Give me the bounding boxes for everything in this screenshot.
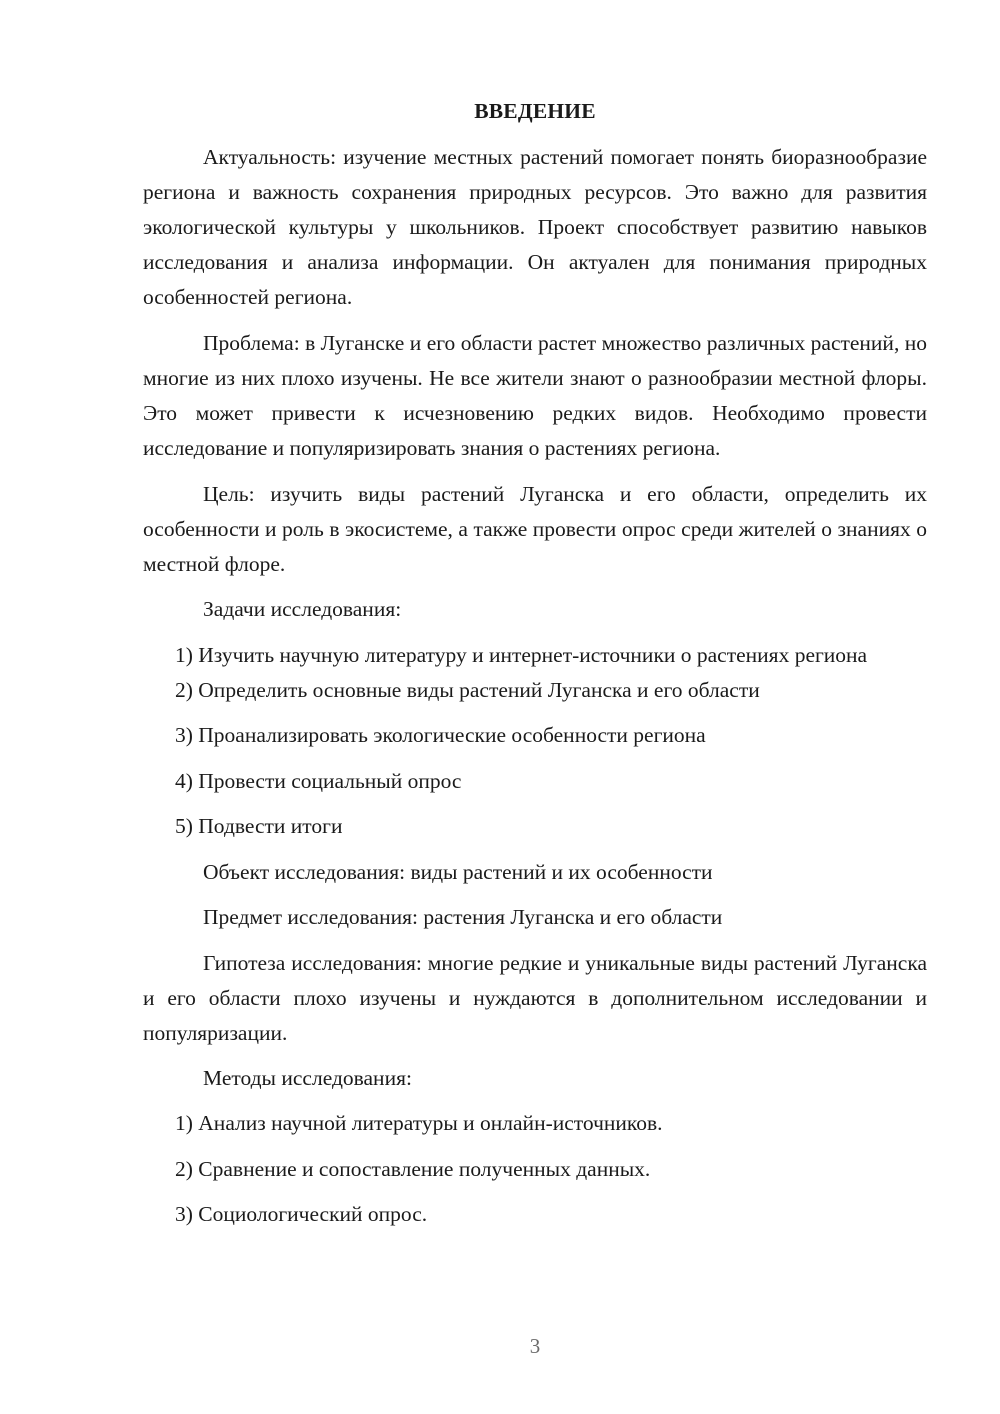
relevance-paragraph: Актуальность: изучение местных растений помогает понять биоразнообразие региона и важность сохранения природных ресурсов. Это важно для развития экологической культуры у школьников. Проект способствует развитию навыков исследования и анализа информации. Он актуален для понимания природных особенностей региона. xyxy=(143,145,927,309)
page-number: 3 xyxy=(529,1334,541,1358)
object-paragraph: Объект исследования: виды растений и их особенности xyxy=(203,859,713,884)
task-item-5: 5) Подвести итоги xyxy=(175,814,343,838)
goal-paragraph: Цель: изучить виды растений Луганска и его области, определить их особенности и роль в экосистеме, а также провести опрос среди жителей о знаниях о местной флоре. xyxy=(143,482,927,576)
hypothesis-paragraph: Гипотеза исследования: многие редкие и уникальные виды растений Луганска и его области плохо изучены и нуждаются в дополнительном исследовании и популяризации. xyxy=(143,950,927,1045)
document-page xyxy=(143,96,927,1243)
methods-title: Методы исследования: xyxy=(203,1065,412,1090)
method-item-1: 1) Анализ научной литературы и онлайн-источников. xyxy=(175,1111,663,1135)
problem-paragraph: Проблема: в Луганске и его области растет множество различных растений, но многие из них плохо изучены. Не все жители знают о разнообразии местной флоры. Это может привести к исчезновению редких видов. Необходимо провести исследование и популяризировать знания о растениях региона. xyxy=(143,331,927,460)
method-item-3: 3) Социологический опрос. xyxy=(175,1202,428,1226)
tasks-title: Задачи исследования: xyxy=(203,597,402,621)
subject-paragraph: Предмет исследования: растения Луганска и его области xyxy=(203,905,723,929)
task-item-1: 1) Изучить научную литературу и интернет-источники о растениях региона xyxy=(175,642,868,667)
task-item-2: 2) Определить основные виды растений Луганска и его области xyxy=(175,677,760,702)
task-item-3: 3) Проанализировать экологические особенности региона xyxy=(175,723,706,747)
section-heading: ВВЕДЕНИЕ xyxy=(474,99,596,123)
method-item-2: 2) Сравнение и сопоставление полученных данных. xyxy=(175,1156,651,1181)
task-item-4: 4) Провести социальный опрос xyxy=(175,768,462,793)
